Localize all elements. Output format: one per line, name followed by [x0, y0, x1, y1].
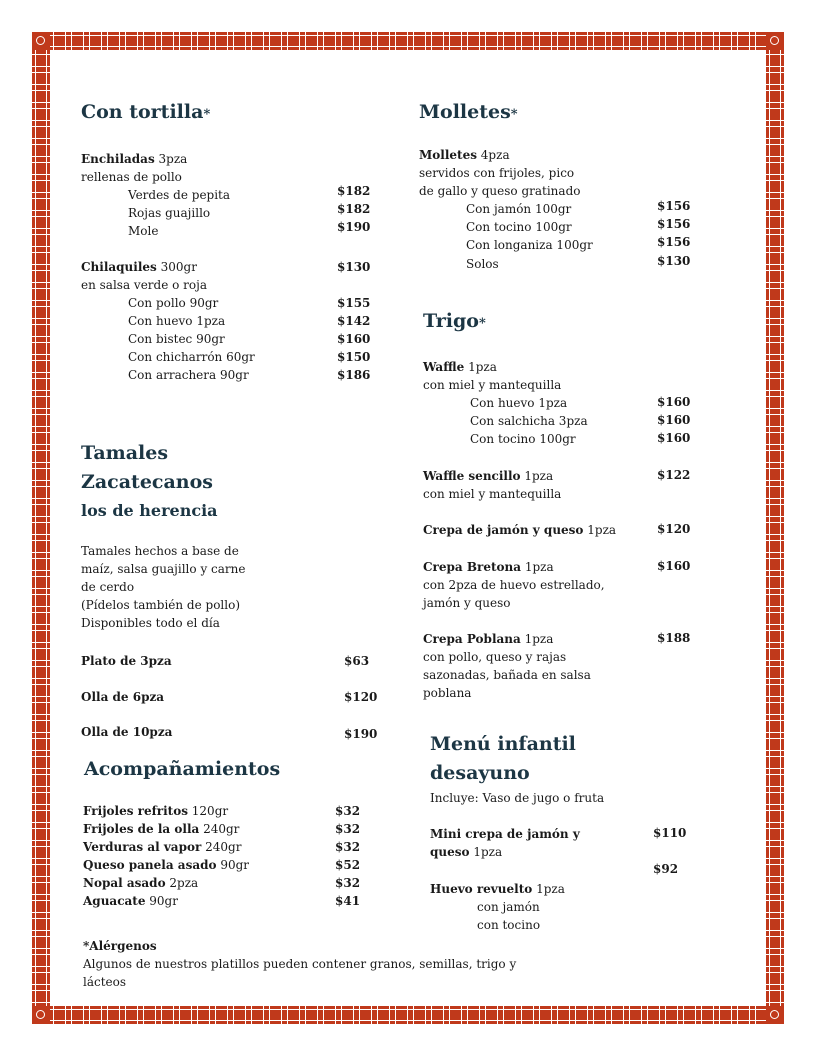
- option-label: Con longaniza 100gr: [466, 238, 593, 252]
- option-label: Con tocino 100gr: [470, 432, 576, 446]
- item-description: con miel y mantequilla: [423, 378, 562, 392]
- option-label: Verdes de pepita: [128, 188, 231, 202]
- option-price: $142: [337, 314, 371, 328]
- option-label: Con huevo 1pza: [128, 314, 226, 328]
- border-top: [32, 32, 784, 50]
- side-price: $41: [335, 894, 361, 908]
- section-title-menu-infantil-line-2: desayuno: [430, 762, 530, 784]
- side-item: Frijoles de la olla 240gr: [83, 822, 240, 836]
- item-molletes: Molletes 4pza: [419, 148, 510, 162]
- corner-ornament-icon: [766, 1006, 784, 1024]
- item-price: $92: [653, 862, 679, 876]
- description-line: Tamales hechos a base de: [81, 544, 239, 558]
- item-chilaquiles: Chilaquiles 300gr: [81, 260, 197, 274]
- item-description: con miel y mantequilla: [423, 487, 562, 501]
- description-line: con pollo, queso y rajas: [423, 650, 567, 664]
- option-price: $160: [657, 431, 691, 445]
- side-price: $32: [335, 876, 361, 890]
- corner-ornament-icon: [766, 32, 784, 50]
- section-title-acompanamientos: Acompañamientos: [84, 758, 281, 780]
- item-price: $130: [337, 260, 371, 274]
- option-label: Solos: [466, 257, 499, 271]
- option-label: Mole: [128, 224, 159, 238]
- description-line: sazonadas, bañada en salsa: [423, 668, 591, 682]
- option-price: $155: [337, 296, 371, 310]
- item-price: $122: [657, 468, 691, 482]
- option-label: con jamón: [477, 900, 540, 914]
- description-line: de gallo y queso gratinado: [419, 184, 581, 198]
- option-price: $130: [657, 254, 691, 268]
- description-line: poblana: [423, 686, 472, 700]
- item-waffle: Waffle 1pza: [423, 360, 497, 374]
- item-crepa-jamon-queso: Crepa de jamón y queso 1pza: [423, 523, 617, 537]
- option-price: $160: [337, 332, 371, 346]
- side-price: $32: [335, 840, 361, 854]
- option-price: $190: [337, 220, 371, 234]
- option-label: Con salchicha 3pza: [470, 414, 588, 428]
- item-crepa-bretona: Crepa Bretona 1pza: [423, 560, 554, 574]
- allergens-text: lácteos: [83, 975, 127, 989]
- side-item: Verduras al vapor 240gr: [83, 840, 242, 854]
- item-price: $63: [344, 654, 370, 668]
- corner-ornament-icon: [32, 1006, 50, 1024]
- item-name: Olla de 10pza: [81, 725, 173, 739]
- option-label: Con huevo 1pza: [470, 396, 568, 410]
- section-title-menu-infantil: Menú infantil: [430, 733, 576, 755]
- section-title-molletes: Molletes*: [419, 101, 518, 123]
- item-name: Olla de 6pza: [81, 690, 165, 704]
- border-left: [32, 32, 50, 1024]
- side-item: Aguacate 90gr: [83, 894, 178, 908]
- section-title-tamales-line-2: Zacatecanos: [81, 471, 213, 493]
- border-right: [766, 32, 784, 1024]
- item-waffle-sencillo: Waffle sencillo 1pza: [423, 469, 554, 483]
- section-subtitle: los de herencia: [81, 501, 218, 520]
- side-price: $32: [335, 804, 361, 818]
- item-mini-crepa-line-2: queso 1pza: [430, 845, 503, 859]
- option-price: $156: [657, 235, 691, 249]
- description-line: maíz, salsa guajillo y carne: [81, 562, 246, 576]
- item-price: $188: [657, 631, 691, 645]
- option-price: $160: [657, 395, 691, 409]
- option-price: $182: [337, 184, 371, 198]
- item-price: $120: [344, 690, 378, 704]
- section-title-tamales: Tamales: [81, 442, 169, 464]
- item-huevo-revuelto: Huevo revuelto 1pza: [430, 882, 565, 896]
- item-mini-crepa: Mini crepa de jamón y: [430, 827, 580, 841]
- option-label: Con bistec 90gr: [128, 332, 225, 346]
- option-label: Rojas guajillo: [128, 206, 211, 220]
- item-crepa-poblana: Crepa Poblana 1pza: [423, 632, 554, 646]
- option-price: $156: [657, 217, 691, 231]
- option-label: con tocino: [477, 918, 541, 932]
- allergens-title: *Alérgenos: [83, 939, 157, 953]
- option-price: $160: [657, 413, 691, 427]
- option-label: Con chicharrón 60gr: [128, 350, 255, 364]
- description-line: servidos con frijoles, pico: [419, 166, 575, 180]
- item-price: $110: [653, 826, 687, 840]
- option-price: $182: [337, 202, 371, 216]
- option-label: Con pollo 90gr: [128, 296, 219, 310]
- option-price: $156: [657, 199, 691, 213]
- description-line: de cerdo: [81, 580, 135, 594]
- item-enchiladas: Enchiladas 3pza: [81, 152, 188, 166]
- item-price: $190: [344, 727, 378, 741]
- option-label: Con arrachera 90gr: [128, 368, 249, 382]
- item-description: rellenas de pollo: [81, 170, 182, 184]
- border-bottom: [32, 1006, 784, 1024]
- side-item: Nopal asado 2pza: [83, 876, 199, 890]
- allergens-text: Algunos de nuestros platillos pueden contener granos, semillas, trigo y: [83, 957, 517, 971]
- description-line: jamón y queso: [423, 596, 511, 610]
- item-price: $120: [657, 522, 691, 536]
- item-name: Plato de 3pza: [81, 654, 172, 668]
- option-label: Con jamón 100gr: [466, 202, 572, 216]
- option-price: $150: [337, 350, 371, 364]
- item-price: $160: [657, 559, 691, 573]
- option-label: Con tocino 100gr: [466, 220, 572, 234]
- description-line: Disponibles todo el día: [81, 616, 220, 630]
- description-line: (Pídelos también de pollo): [81, 598, 241, 612]
- side-item: Frijoles refritos 120gr: [83, 804, 229, 818]
- side-price: $52: [335, 858, 361, 872]
- side-item: Queso panela asado 90gr: [83, 858, 250, 872]
- section-title-con-tortilla: Con tortilla*: [81, 101, 211, 123]
- option-price: $186: [337, 368, 371, 382]
- item-description: en salsa verde o roja: [81, 278, 208, 292]
- section-title-trigo: Trigo*: [423, 310, 486, 332]
- description-line: con 2pza de huevo estrellado,: [423, 578, 605, 592]
- includes-note: Incluye: Vaso de jugo o fruta: [430, 791, 605, 805]
- corner-ornament-icon: [32, 32, 50, 50]
- side-price: $32: [335, 822, 361, 836]
